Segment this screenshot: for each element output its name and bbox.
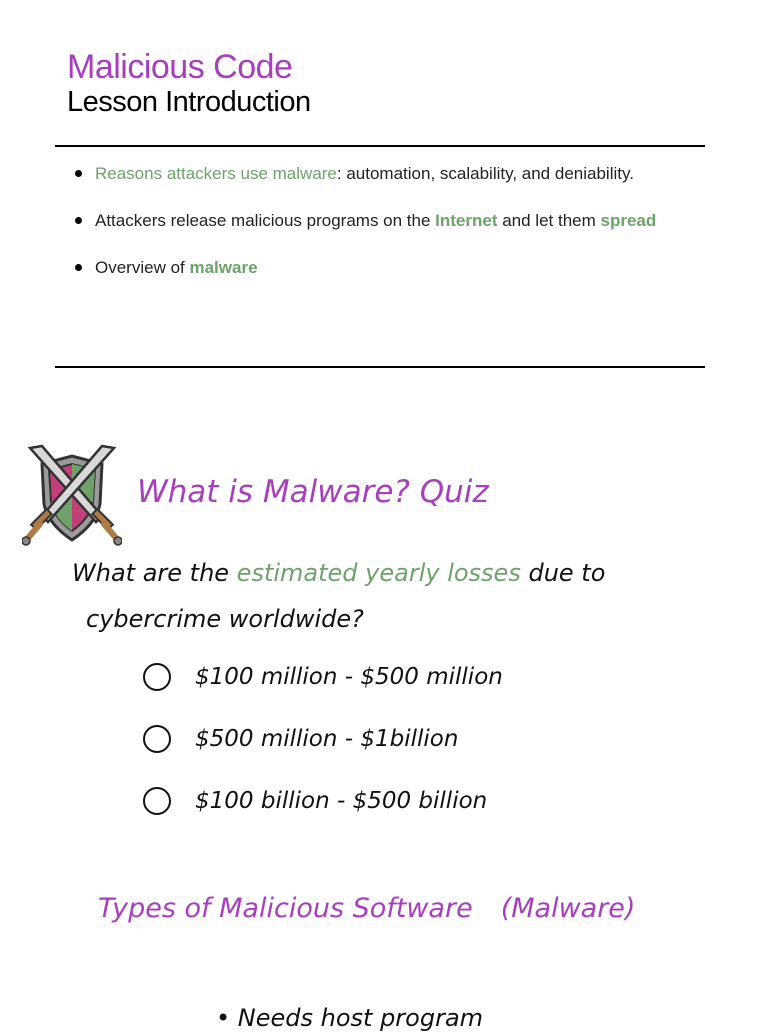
quiz-title: What is Malware? Quiz [137, 474, 489, 510]
spread-keyword: spread [600, 211, 657, 230]
quiz-option-3[interactable] [143, 784, 487, 818]
malware-keyword: malware [189, 258, 258, 277]
option-label: $100 billion - $500 billion [195, 788, 488, 814]
radio-button[interactable] [143, 787, 171, 815]
divider-bottom [55, 366, 705, 368]
reasons-highlight: Reasons attackers use malware [95, 164, 337, 183]
intro-bullet-list [75, 162, 675, 303]
question-text-post: due to [520, 559, 606, 587]
types-first-bullet: • Needs host program [216, 1004, 484, 1032]
question-text-pre: What are the [72, 559, 237, 587]
overview-text: Overview of [95, 258, 190, 277]
spread-text-pre: Attackers release malicious programs on the [95, 211, 436, 230]
intro-bullet-reasons [75, 162, 675, 185]
intro-bullet-spread [75, 209, 675, 232]
option-label: $100 million - $500 million [195, 664, 503, 690]
option-label: $500 million - $1billion [195, 726, 459, 752]
page-subtitle: Lesson Introduction [67, 86, 311, 118]
quiz-option-2[interactable] [143, 722, 458, 756]
internet-keyword: Internet [435, 211, 498, 230]
types-title-paren: (Malware) [500, 893, 636, 924]
page-title: Malicious Code [67, 48, 293, 86]
question-line-2: cybercrime worldwide? [86, 605, 364, 633]
quiz-option-1[interactable] [143, 660, 503, 694]
radio-button[interactable] [143, 725, 171, 753]
types-title-text: Types of Malicious Software [98, 893, 473, 924]
intro-bullet-overview [75, 256, 675, 279]
divider-top [55, 145, 705, 147]
spread-text-mid: and let them [497, 211, 601, 230]
quiz-question [72, 550, 692, 642]
types-heading [98, 893, 635, 924]
reasons-text: : automation, scalability, and deniability. [336, 164, 634, 183]
question-highlight: estimated yearly losses [236, 559, 521, 587]
shield-swords-icon [22, 442, 122, 552]
radio-button[interactable] [143, 663, 171, 691]
